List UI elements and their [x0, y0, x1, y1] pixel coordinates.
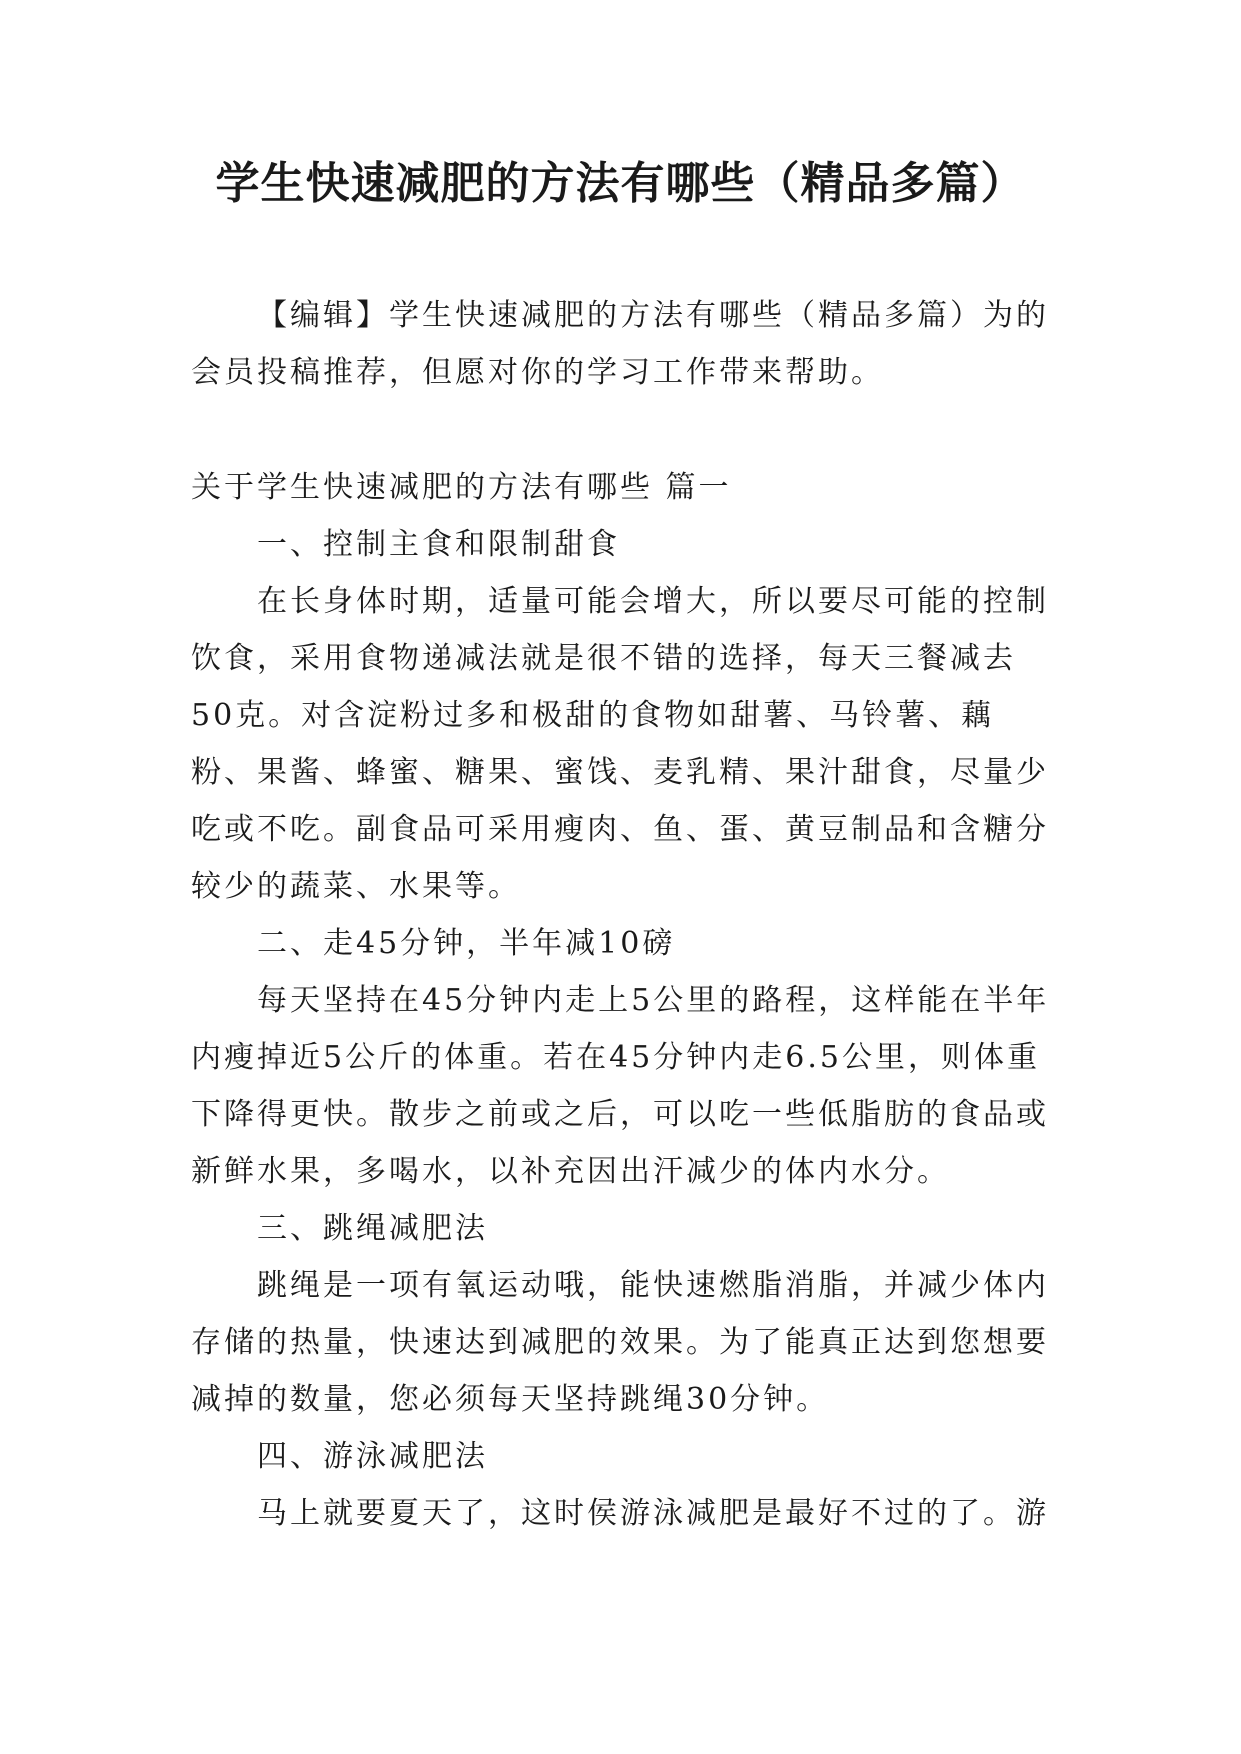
item-heading: 二、走45分钟，半年减10磅 [257, 926, 676, 961]
document-title: 学生快速减肥的方法有哪些（精品多篇） [215, 158, 1026, 209]
item-text: 每天坚持在45分钟内走上5公里的路程，这样能在半年内瘦掉近5公斤的体重。若在45分钟内走6.5公里，则体重下降得更快。散步之前或之后，可以吃一些低脂肪的食品或新鲜水果，多喝水，以补充因出汗减少的体内水分。 [191, 983, 1050, 1189]
intro-paragraph [191, 287, 1057, 401]
section-title: 关于学生快速减肥的方法有哪些 篇一 [191, 470, 732, 505]
item-text: 在长身体时期，适量可能会增大，所以要尽可能的控制饮食，采用食物递减法就是很不错的选择，每天三餐减去50克。对含淀粉过多和极甜的食物如甜薯、马铃薯、藕粉、果酱、蜂蜜、糖果、蜜饯、麦乳精、果汁甜食，尽量少吃或不吃。副食品可采用瘦肉、鱼、蛋、黄豆制品和含糖分较少的蔬菜、水果等。 [191, 584, 1049, 904]
intro-text: 【编辑】学生快速减肥的方法有哪些（精品多篇）为的会员投稿推荐，但愿对你的学习工作带来帮助。 [191, 298, 1049, 390]
item-heading: 三、跳绳减肥法 [257, 1211, 488, 1246]
article-body [191, 459, 1057, 1542]
item-heading: 四、游泳减肥法 [257, 1439, 488, 1474]
item-heading: 一、控制主食和限制甜食 [257, 527, 620, 562]
item-text: 跳绳是一项有氧运动哦，能快速燃脂消脂，并减少体内存储的热量，快速达到减肥的效果。为了能真正达到您想要减掉的数量，您必须每天坚持跳绳30分钟。 [191, 1268, 1049, 1417]
item-text: 马上就要夏天了，这时侯游泳减肥是最好不过的了。游 [257, 1496, 1049, 1531]
